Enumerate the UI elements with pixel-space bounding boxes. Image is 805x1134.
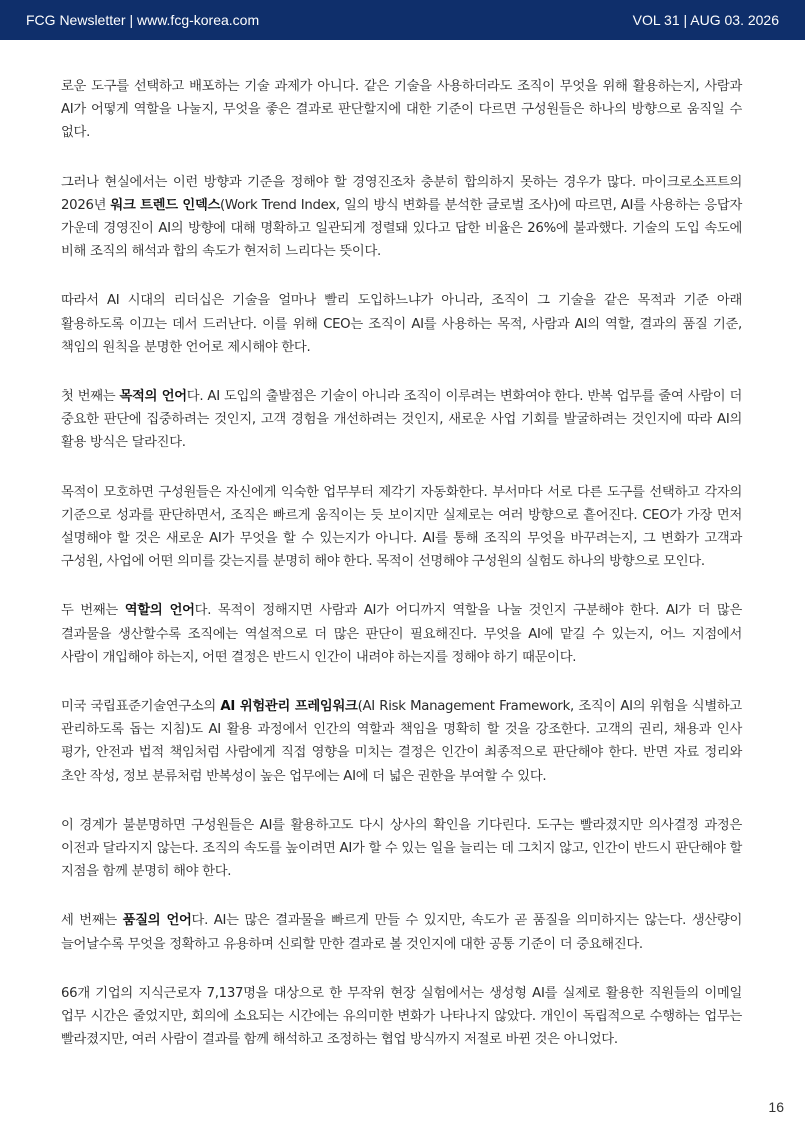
paragraph: 이 경계가 불분명하면 구성원들은 AI를 활용하고도 다시 상사의 확인을 기다린다. 도구는 빨라졌지만 의사결정 과정은 이전과 달라지지 않는다. 조직의 속도를 높이려면 AI가 할 수 있는 일을 늘리는 데 그치지 않고, 인간이 반드시 판단해야 할 지점을 함께 분명히 해야 한다. [61, 817, 742, 880]
newsletter-header [0, 0, 805, 40]
paragraph: 목적이 모호하면 구성원들은 자신에게 익숙한 업무부터 제각기 자동화한다. 부서마다 서로 다른 도구를 선택하고 각자의 기준으로 성과를 판단하면서, 조직은 빠르게 움직이는 듯 보이지만 실제로는 여러 방향으로 흩어진다. CEO가 가장 먼저 설명해야 할 것은 새로운 AI가 무엇을 할 수 있는지가 아니다. AI를 통해 조직의 무엇을 바꾸려는지, 그 변화가 고객과 구성원, 사업에 어떤 의미를 갖는지를 분명히 해야 한다. 목적이 선명해야 구성원의 실험도 하나의 방향으로 모인다. [61, 484, 742, 570]
paragraph: 그러나 현실에서는 이런 방향과 기준을 정해야 할 경영진조차 충분히 합의하지 못하는 경우가 많다. 마이크로소프트의 2026년 워크 트렌드 인덱스(Work Trend Index, 일의 방식 변화를 분석한 글로벌 조사)에 따르면, AI를 사용하는 응답자 가운데 경영진이 AI의 방향에 대해 명확하고 일관되게 정렬돼 있다고 답한 비율은 26%에 불과했다. 기술의 도입 속도에 비해 조직의 해석과 합의 속도가 현저히 느리다는 뜻이다. [61, 174, 742, 260]
issue-info: VOL 31 | AUG 03. 2026 [632, 12, 779, 28]
paragraph: 로운 도구를 선택하고 배포하는 기술 과제가 아니다. 같은 기술을 사용하더라도 조직이 무엇을 위해 활용하는지, 사람과 AI가 어떻게 역할을 나눌지, 무엇을 좋은 결과로 판단할지에 대한 기준이 다르면 구성원들은 하나의 방향으로 움직일 수 없다. [61, 79, 742, 141]
paragraph: 따라서 AI 시대의 리더십은 기술을 얼마나 빨리 도입하느냐가 아니라, 조직이 그 기술을 같은 목적과 기준 아래 활용하도록 이끄는 데서 드러난다. 이를 위해 CEO는 조직이 AI를 사용하는 목적, 사람과 AI의 역할, 결과의 품질 기준, 책임의 원칙을 분명한 언어로 제시해야 한다. [61, 293, 742, 355]
emphasis: 품질의 언어 [122, 913, 192, 929]
paragraph: 세 번째는 품질의 언어다. AI는 많은 결과물을 빠르게 만들 수 있지만, 속도가 곧 품질을 의미하지는 않는다. 생산량이 늘어날수록 무엇을 정확하고 유용하며 신뢰할 만한 결과로 볼 것인지에 대한 공통 기준이 더 중요해진다. [61, 913, 742, 952]
newsletter-title: FCG Newsletter | www.fcg-korea.com [26, 12, 260, 28]
emphasis: 목적의 언어 [119, 389, 187, 405]
paragraph: 미국 국립표준기술연구소의 AI 위험관리 프레임워크(AI Risk Management Framework, 조직이 AI의 위험을 식별하고 관리하도록 돕는 지침)도 AI 활용 과정에서 인간의 역할과 책임을 명확히 할 것을 강조한다. 고객의 권리, 채용과 인사 평가, 안전과 법적 책임처럼 사람에게 직접 영향을 미치는 결정은 인간이 최종적으로 판단해야 한다. 반면 자료 정리와 초안 작성, 정보 분류처럼 반복성이 높은 업무에는 AI에 더 넓은 권한을 부여할 수 있다. [61, 699, 742, 784]
emphasis: 역할의 언어 [124, 603, 195, 619]
article-body [61, 75, 742, 1078]
page-number: 16 [768, 1099, 784, 1115]
emphasis: 워크 트렌드 인덱스 [110, 197, 221, 213]
paragraph: 첫 번째는 목적의 언어다. AI 도입의 출발점은 기술이 아니라 조직이 이루려는 변화여야 한다. 반복 업무를 줄여 사람이 더 중요한 판단에 집중하려는 것인지, 고객 경험을 개선하려는 것인지, 새로운 사업 기회를 발굴하려는 것인지에 따라 AI의 활용 방식은 달라진다. [61, 389, 742, 451]
emphasis: AI 위험관리 프레임워크 [220, 699, 358, 715]
paragraph: 66개 기업의 지식근로자 7,137명을 대상으로 한 무작위 현장 실험에서는 생성형 AI를 실제로 활용한 직원들의 이메일 업무 시간은 줄었지만, 회의에 소요되는 시간에는 유의미한 변화가 나타나지 않았다. 개인이 독립적으로 수행하는 업무는 빨라졌지만, 여러 사람이 결과를 함께 해석하고 조정하는 협업 방식까지 저절로 바뀐 것은 아니었다. [61, 985, 742, 1048]
paragraph: 두 번째는 역할의 언어다. 목적이 정해지면 사람과 AI가 어디까지 역할을 나눌 것인지 구분해야 한다. AI가 더 많은 결과물을 생산할수록 조직에는 역설적으로 더 많은 판단이 필요해진다. 무엇을 AI에 맡길 수 있는지, 어느 지점에서 사람이 개입해야 하는지, 어떤 결정은 반드시 인간이 내려야 하는지를 정해야 하기 때문이다. [61, 603, 742, 665]
